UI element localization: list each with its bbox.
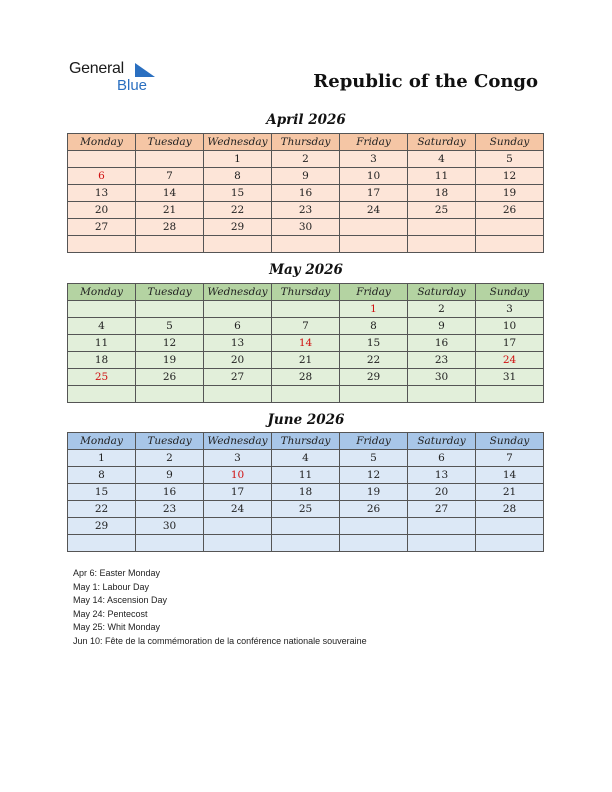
day-cell <box>408 219 476 236</box>
day-cell: 17 <box>204 484 272 501</box>
day-cell: 5 <box>340 450 408 467</box>
day-cell: 19 <box>340 484 408 501</box>
holiday-note: Jun 10: Fête de la commémoration de la conférence nationale souveraine <box>73 635 367 646</box>
day-cell: 20 <box>204 352 272 369</box>
day-cell: 10 <box>476 318 544 335</box>
day-cell: 16 <box>136 484 204 501</box>
day-cell: 6 <box>204 318 272 335</box>
calendar-april <box>67 133 544 253</box>
day-cell: 3 <box>476 301 544 318</box>
day-cell: 10 <box>204 467 272 484</box>
day-cell <box>136 535 204 552</box>
day-cell <box>204 518 272 535</box>
weekday-header: Friday <box>340 134 408 151</box>
day-cell: 23 <box>136 501 204 518</box>
weekday-header-row <box>68 284 544 301</box>
weekday-header: Tuesday <box>136 433 204 450</box>
day-cell: 28 <box>476 501 544 518</box>
day-cell: 17 <box>340 185 408 202</box>
day-cell: 3 <box>204 450 272 467</box>
day-cell: 22 <box>68 501 136 518</box>
day-cell: 18 <box>408 185 476 202</box>
day-cell <box>476 518 544 535</box>
calendar-may <box>67 283 544 403</box>
day-cell <box>136 386 204 403</box>
weekday-header: Saturday <box>408 433 476 450</box>
day-cell: 24 <box>476 352 544 369</box>
day-cell <box>68 301 136 318</box>
day-cell: 29 <box>204 219 272 236</box>
weekday-header: Wednesday <box>204 134 272 151</box>
day-cell: 15 <box>68 484 136 501</box>
day-cell <box>272 518 340 535</box>
day-cell: 9 <box>408 318 476 335</box>
day-cell <box>272 386 340 403</box>
week-row <box>68 352 544 369</box>
day-cell <box>68 236 136 253</box>
day-cell: 16 <box>408 335 476 352</box>
week-row <box>68 168 544 185</box>
day-cell <box>408 535 476 552</box>
day-cell: 18 <box>272 484 340 501</box>
day-cell: 14 <box>476 467 544 484</box>
day-cell: 29 <box>340 369 408 386</box>
weekday-header: Sunday <box>476 284 544 301</box>
day-cell: 8 <box>340 318 408 335</box>
day-cell <box>340 236 408 253</box>
day-cell: 5 <box>476 151 544 168</box>
day-cell <box>204 301 272 318</box>
day-cell: 4 <box>408 151 476 168</box>
week-row <box>68 236 544 253</box>
weekday-header: Wednesday <box>204 284 272 301</box>
day-cell: 13 <box>408 467 476 484</box>
weekday-header: Thursday <box>272 433 340 450</box>
day-cell: 24 <box>340 202 408 219</box>
day-cell: 23 <box>408 352 476 369</box>
month-title-may: May 2026 <box>269 262 343 278</box>
day-cell: 20 <box>408 484 476 501</box>
week-row <box>68 335 544 352</box>
week-row <box>68 386 544 403</box>
day-cell <box>272 301 340 318</box>
day-cell: 30 <box>136 518 204 535</box>
week-row <box>68 450 544 467</box>
week-row <box>68 202 544 219</box>
week-row <box>68 369 544 386</box>
day-cell: 19 <box>136 352 204 369</box>
day-cell <box>476 236 544 253</box>
week-row <box>68 501 544 518</box>
day-cell: 22 <box>204 202 272 219</box>
weekday-header: Thursday <box>272 134 340 151</box>
day-cell: 30 <box>408 369 476 386</box>
day-cell <box>68 386 136 403</box>
weekday-header-row <box>68 134 544 151</box>
day-cell <box>340 518 408 535</box>
day-cell: 27 <box>68 219 136 236</box>
day-cell: 7 <box>272 318 340 335</box>
weekday-header: Monday <box>68 134 136 151</box>
week-row <box>68 185 544 202</box>
holiday-notes <box>73 567 367 649</box>
day-cell: 13 <box>204 335 272 352</box>
day-cell: 26 <box>136 369 204 386</box>
day-cell: 20 <box>68 202 136 219</box>
day-cell: 1 <box>204 151 272 168</box>
day-cell: 2 <box>408 301 476 318</box>
day-cell: 25 <box>408 202 476 219</box>
day-cell: 9 <box>272 168 340 185</box>
day-cell: 14 <box>136 185 204 202</box>
month-title-april: April 2026 <box>266 112 346 128</box>
holiday-note: May 1: Labour Day <box>73 581 150 592</box>
day-cell: 4 <box>272 450 340 467</box>
day-cell <box>68 151 136 168</box>
holiday-note: May 14: Ascension Day <box>73 595 168 606</box>
day-cell: 21 <box>272 352 340 369</box>
day-cell: 2 <box>136 450 204 467</box>
day-cell: 14 <box>272 335 340 352</box>
generalblue-logo <box>69 60 169 96</box>
weekday-header: Tuesday <box>136 134 204 151</box>
day-cell: 1 <box>340 301 408 318</box>
weekday-header: Thursday <box>272 284 340 301</box>
day-cell <box>204 535 272 552</box>
day-cell: 31 <box>476 369 544 386</box>
day-cell <box>136 151 204 168</box>
day-cell: 12 <box>136 335 204 352</box>
day-cell: 27 <box>408 501 476 518</box>
day-cell: 11 <box>408 168 476 185</box>
week-row <box>68 518 544 535</box>
month-title-june: June 2026 <box>267 412 345 428</box>
day-cell: 7 <box>476 450 544 467</box>
day-cell <box>136 236 204 253</box>
day-cell: 12 <box>340 467 408 484</box>
holiday-note: May 25: Whit Monday <box>73 622 161 633</box>
day-cell: 6 <box>68 168 136 185</box>
country-title: Republic of the Congo <box>313 71 538 92</box>
weekday-header: Wednesday <box>204 433 272 450</box>
day-cell: 3 <box>340 151 408 168</box>
day-cell: 28 <box>272 369 340 386</box>
holiday-note: Apr 6: Easter Monday <box>73 568 161 578</box>
day-cell: 5 <box>136 318 204 335</box>
day-cell: 26 <box>340 501 408 518</box>
week-row <box>68 467 544 484</box>
day-cell: 7 <box>136 168 204 185</box>
day-cell: 27 <box>204 369 272 386</box>
day-cell <box>272 535 340 552</box>
weekday-header: Sunday <box>476 433 544 450</box>
day-cell: 16 <box>272 185 340 202</box>
logo-text-general: General <box>69 60 124 77</box>
logo-text-blue: Blue <box>117 77 148 94</box>
day-cell: 15 <box>204 185 272 202</box>
day-cell: 8 <box>204 168 272 185</box>
weekday-header: Sunday <box>476 134 544 151</box>
day-cell <box>340 219 408 236</box>
day-cell: 15 <box>340 335 408 352</box>
day-cell: 10 <box>340 168 408 185</box>
day-cell: 26 <box>476 202 544 219</box>
day-cell <box>476 386 544 403</box>
day-cell: 25 <box>272 501 340 518</box>
day-cell: 19 <box>476 185 544 202</box>
day-cell: 9 <box>136 467 204 484</box>
day-cell <box>68 535 136 552</box>
day-cell <box>476 535 544 552</box>
weekday-header: Tuesday <box>136 284 204 301</box>
calendar-june <box>67 432 544 552</box>
day-cell: 12 <box>476 168 544 185</box>
day-cell: 2 <box>272 151 340 168</box>
day-cell: 1 <box>68 450 136 467</box>
day-cell: 22 <box>340 352 408 369</box>
week-row <box>68 219 544 236</box>
week-row <box>68 318 544 335</box>
weekday-header-row <box>68 433 544 450</box>
day-cell: 30 <box>272 219 340 236</box>
day-cell: 4 <box>68 318 136 335</box>
day-cell: 25 <box>68 369 136 386</box>
day-cell: 8 <box>68 467 136 484</box>
day-cell <box>408 386 476 403</box>
day-cell <box>204 386 272 403</box>
day-cell: 11 <box>272 467 340 484</box>
week-row <box>68 301 544 318</box>
day-cell <box>340 386 408 403</box>
week-row <box>68 484 544 501</box>
day-cell: 21 <box>476 484 544 501</box>
day-cell: 21 <box>136 202 204 219</box>
weekday-header: Monday <box>68 284 136 301</box>
day-cell: 28 <box>136 219 204 236</box>
day-cell <box>340 535 408 552</box>
day-cell: 17 <box>476 335 544 352</box>
weekday-header: Monday <box>68 433 136 450</box>
week-row <box>68 535 544 552</box>
day-cell <box>476 219 544 236</box>
day-cell <box>408 236 476 253</box>
weekday-header: Friday <box>340 284 408 301</box>
day-cell: 23 <box>272 202 340 219</box>
day-cell: 18 <box>68 352 136 369</box>
day-cell: 29 <box>68 518 136 535</box>
holiday-note: May 24: Pentecost <box>73 608 148 619</box>
day-cell: 6 <box>408 450 476 467</box>
week-row <box>68 151 544 168</box>
weekday-header: Friday <box>340 433 408 450</box>
day-cell <box>136 301 204 318</box>
day-cell <box>272 236 340 253</box>
day-cell: 11 <box>68 335 136 352</box>
day-cell <box>408 518 476 535</box>
weekday-header: Saturday <box>408 284 476 301</box>
weekday-header: Saturday <box>408 134 476 151</box>
day-cell <box>204 236 272 253</box>
day-cell: 24 <box>204 501 272 518</box>
day-cell: 13 <box>68 185 136 202</box>
